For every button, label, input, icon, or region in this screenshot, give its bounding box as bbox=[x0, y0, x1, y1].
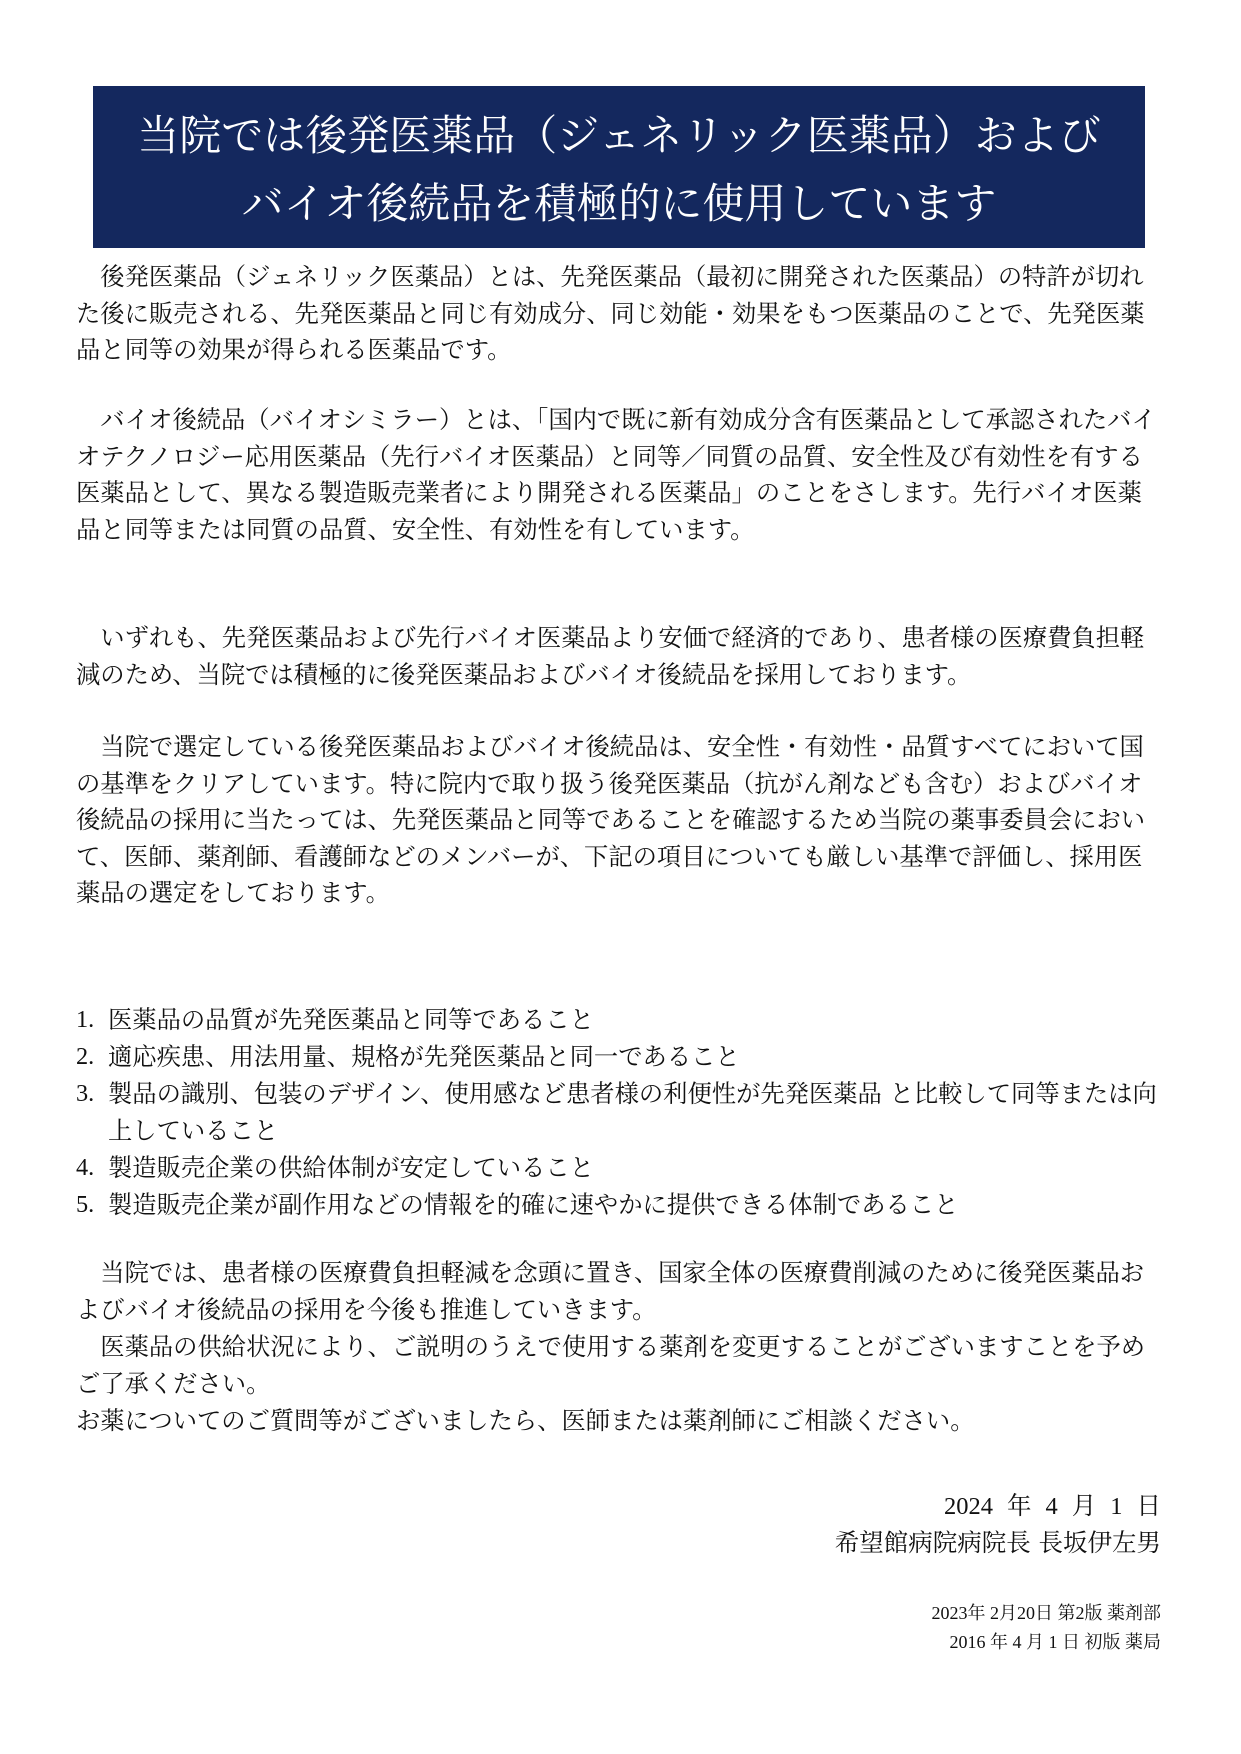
title-banner bbox=[93, 86, 1145, 248]
list-item bbox=[76, 1149, 1166, 1186]
revision-history-line: 2016 年 4 月 1 日 初版 薬局 bbox=[949, 1632, 1161, 1652]
revision-history-line: 2023年 2月20日 第2版 薬剤部 bbox=[931, 1603, 1161, 1623]
paragraph-biosimilar-definition: バイオ後続品（バイオシミラー）とは、「国内で既に新有効成分含有医薬品として承認されたバイオテクノロジー応用医薬品（先行バイオ医薬品）と同等／同質の品質、安全性及び有効性を有する医薬品として、異なる製造販売業者により開発される医薬品」のことをさします。先行バイオ医薬品と同等または同質の品質、安全性、有効性を有しています。 bbox=[76, 405, 1156, 544]
list-item bbox=[76, 1038, 1166, 1075]
list-number: 1. bbox=[76, 1006, 95, 1033]
list-text: 医薬品の品質が先発医薬品と同等であること bbox=[108, 1005, 594, 1034]
criteria-list bbox=[76, 1001, 1166, 1223]
date-year-unit: 年 bbox=[1007, 1491, 1032, 1520]
list-number: 2. bbox=[76, 1043, 95, 1070]
list-text: 適応疾患、用法用量、規格が先発医薬品と同一であること bbox=[108, 1042, 740, 1071]
paragraph-selection-standards: 当院で選定している後発医薬品およびバイオ後続品は、安全性・有効性・品質すべてにおいて国の基準をクリアしています。特に院内で取り扱う後発医薬品（抗がん剤なども含む）およびバイオ後続品の採用に当たっては、先発医薬品と同等であることを確認するため当院の薬事委員会において、医師、薬剤師、看護師などのメンバーが、下記の項目についても厳しい基準で評価し、採用医薬品の選定をしております。 bbox=[76, 732, 1146, 908]
signature-name: 希望館病院病院長 長坂伊左男 bbox=[834, 1528, 1161, 1557]
list-item bbox=[76, 1075, 1166, 1149]
signature-date bbox=[944, 1489, 1161, 1524]
list-text: 製造販売企業の供給体制が安定していること bbox=[108, 1153, 594, 1182]
list-number: 5. bbox=[76, 1191, 95, 1218]
date-day-unit: 日 bbox=[1136, 1491, 1161, 1520]
date-month-unit: 月 bbox=[1071, 1491, 1097, 1520]
date-year: 2024 bbox=[944, 1493, 993, 1520]
list-number: 4. bbox=[76, 1154, 95, 1181]
paragraph-supply-notice: 医薬品の供給状況により、ご説明のうえで使用する薬剤を変更することがございますことを予めご了承ください。 bbox=[76, 1332, 1146, 1398]
paragraph-consultation: お薬についてのご質問等がございましたら、医師または薬剤師にご相談ください。 bbox=[76, 1406, 975, 1435]
list-text: 製品の識別、包装のデザイン、使用感など患者様の利便性が先発医薬品 と比較して同等または向上していること bbox=[108, 1079, 1157, 1145]
paragraph-cost-benefit: いずれも、先発医薬品および先行バイオ医薬品より安価で経済的であり、患者様の医療費負担軽減のため、当院では積極的に後発医薬品およびバイオ後続品を採用しております。 bbox=[76, 623, 1145, 689]
paragraph-policy: 当院では、患者様の医療費負担軽減を念頭に置き、国家全体の医療費削減のために後発医薬品およびバイオ後続品の採用を今後も推進していきます。 bbox=[76, 1258, 1145, 1324]
title-line-2: バイオ後続品を積極的に使用しています bbox=[241, 179, 997, 228]
date-month: 4 bbox=[1045, 1493, 1058, 1520]
list-text: 製造販売企業が副作用などの情報を的確に速やかに提供できる体制であること bbox=[108, 1190, 959, 1219]
list-item bbox=[76, 1001, 1166, 1038]
title-line-1: 当院では後発医薬品（ジェネリック医薬品）および bbox=[137, 111, 1101, 160]
list-number: 3. bbox=[76, 1080, 95, 1107]
list-item bbox=[76, 1186, 1166, 1223]
date-day: 1 bbox=[1110, 1493, 1123, 1520]
paragraph-generic-definition: 後発医薬品（ジェネリック医薬品）とは、先発医薬品（最初に開発された医薬品）の特許が切れた後に販売される、先発医薬品と同じ有効成分、同じ効能・効果をもつ医薬品のことで、先発医薬品と同等の効果が得られる医薬品です。 bbox=[76, 262, 1145, 365]
